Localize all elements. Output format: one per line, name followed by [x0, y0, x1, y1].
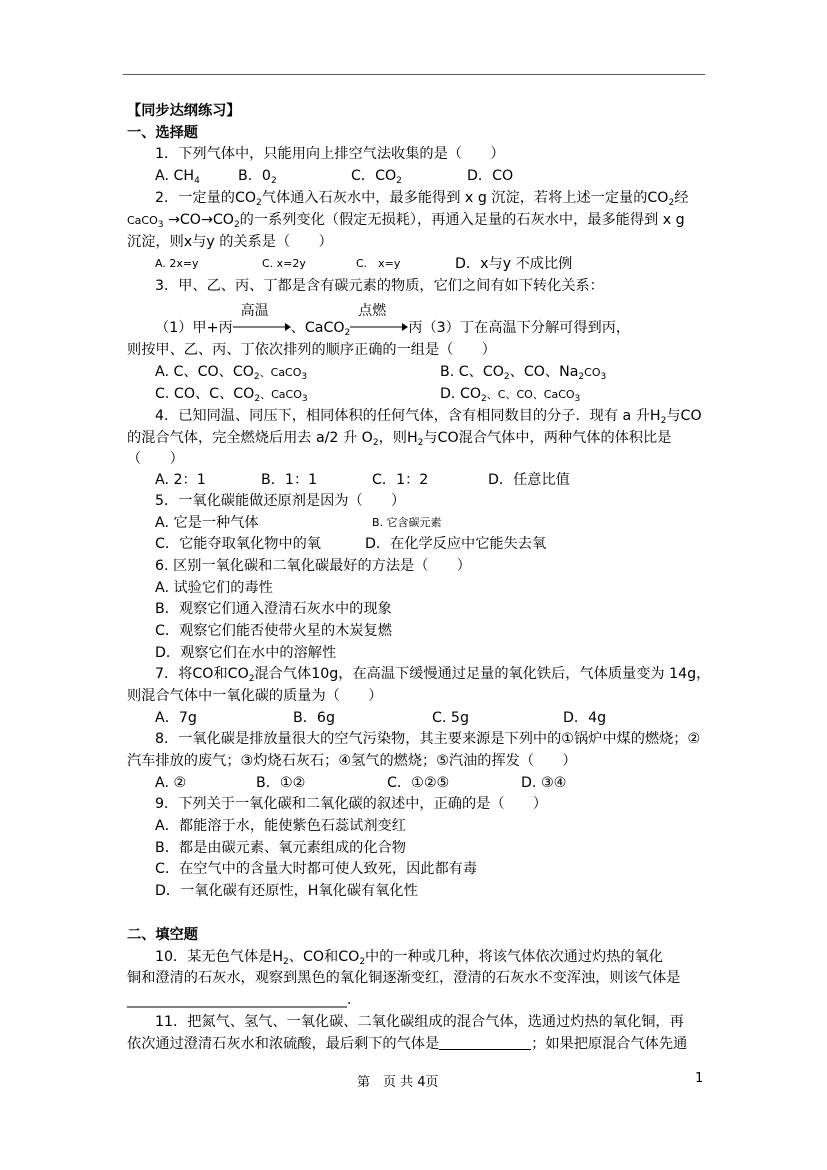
q4-line2: 的混合气体，完全燃烧后用去 a/2 升 $O_2$，则$H_2$与CO混合气体中，两种气体的体积比是	[127, 430, 672, 448]
q8-line2: 汽车排放的废气；③灼烧石灰石；④氢气的燃烧；⑤汽油的挥发（ ）	[127, 753, 577, 769]
q7-option-a: A．7g	[155, 710, 197, 726]
q4-option-d: D．任意比值	[488, 472, 570, 488]
q4-line3: （ ）	[127, 451, 184, 467]
q6-option-c: C．观察它们能否使带火星的木炭复燃	[155, 623, 392, 639]
q8-option-c: C．①②⑤	[387, 775, 450, 791]
q5-option-a: A. 它是一种气体	[155, 515, 259, 531]
q8-option-d: D. ③④	[521, 775, 567, 791]
q3-option-b: B. C、$CO_2$、CO、$Na_2CO_3$	[440, 364, 607, 382]
header-rule	[123, 74, 705, 75]
q1-option-a: A. $CH_4$	[155, 168, 200, 186]
q9-stem: 9．下列关于一氧化碳和二氧化碳的叙述中，正确的是（ ）	[155, 796, 548, 812]
q3-conditions: （1）甲+丙 高温 、CaCO$_2$ 点燃 丙（3）丁在高温下分解可得到丙，	[155, 303, 631, 338]
q7-option-b: B．6g	[293, 710, 335, 726]
q2-option-a: A. 2x=y	[155, 257, 199, 270]
q4-option-c: C．1：2	[372, 472, 429, 488]
q11-line1: 11．把氮气、氢气、一氧化碳、二氧化碳组成的混合气体，选通过灼热的氧化铜，再	[155, 1014, 684, 1030]
q7-line2: 则混合气体中一氧化碳的质量为（ ）	[127, 688, 383, 704]
exercise-heading: 【同步达纲练习】	[127, 103, 241, 119]
q4-option-b: B．1：1	[261, 472, 318, 488]
q10-line2: 铜和澄清的石灰水，观察到黑色的氧化铜逐渐变红，澄清的石灰水不变浑浊，则该气体是	[127, 970, 681, 986]
q1-stem: 1．下列气体中，只能用向上排空气法收集的是（ ）	[155, 146, 505, 162]
q9-option-d: D．一氧化碳有还原性，H氧化碳有氧化性	[155, 883, 418, 899]
q4-option-a: A. 2：1	[155, 472, 206, 488]
q7-line1: 7．将CO和$CO_2$混合气体10g，在高温下缓慢通过足量的氧化铁后，气体质量变为 14g，	[155, 666, 711, 684]
q3-line3: 则按甲、乙、丙、丁依次排列的顺序正确的一组是（ ）	[127, 342, 496, 358]
q2-line3: 沉淀，则x与y 的关系是（ ）	[127, 234, 333, 250]
q4-line1: 4．已知同温、同压下，相同体积的任何气体，含有相同数目的分子．现有 a 升$H_2$与CO	[155, 408, 702, 426]
q5-option-b: B. 它含碳元素	[372, 516, 442, 529]
q9-option-b: B．都是由碳元素、氧元素组成的化合物	[155, 840, 406, 856]
arrow-ignite: 点燃	[350, 318, 408, 338]
q9-option-c: C．在空气中的含量大时都可使人致死，因此都有毒	[155, 861, 478, 877]
page-footer: 第 页 共 4页	[357, 1075, 439, 1090]
q2-line1: 2．一定量的$CO_2$气体通入石灰水中，最多能得到 x g 沉淀，若将上述一定量的$CO_2$经	[155, 190, 689, 208]
q2-option-c: C. x=y	[356, 257, 401, 270]
q8-line1: 8．一氧化碳是排放量很大的空气污染物，其主要来源是下列中的①锅炉中煤的燃烧；②	[155, 731, 701, 747]
q10-answer-blank[interactable]: _______________________________.	[127, 992, 352, 1008]
q1-option-d: D．CO	[467, 168, 514, 184]
section-title-choice: 一、选择题	[127, 125, 198, 141]
q3-stem: 3．甲、乙、丙、丁都是含有碳元素的物质，它们之间有如下转化关系：	[155, 278, 604, 294]
q3-option-c: C. CO、C、$CO_2$、CaCO$_3$	[155, 386, 308, 404]
arrow-high-temp: 高温	[233, 318, 291, 338]
q5-option-c: C．它能夺取氧化物中的氧	[155, 536, 321, 552]
q6-stem: 6. 区别一氧化碳和二氧化碳最好的方法是（ ）	[155, 558, 471, 574]
page-number: 1	[695, 1071, 704, 1086]
q2-line2: CaCO$_3$ $\to CO\to CO_2$的一系列变化（假定无损耗），再通入足量的石灰水中，最多能得到 x g	[127, 212, 685, 230]
q2-option-d: D．x与y 不成比例	[455, 256, 573, 272]
section-title-fill: 二、填空题	[127, 927, 198, 943]
q1-option-b: B．$0_2$	[238, 168, 277, 186]
q5-option-d: D．在化学反应中它能失去氧	[365, 536, 547, 552]
q6-option-d: D．观察它们在水中的溶解性	[155, 645, 337, 661]
q7-option-c: C. 5g	[432, 710, 469, 726]
q6-option-a: A. 试验它们的毒性	[155, 580, 273, 596]
q1-option-c: C．$CO_2$	[351, 168, 402, 186]
q6-option-b: B．观察它们通入澄清石灰水中的现象	[155, 601, 392, 617]
q9-option-a: A．都能溶于水，能使紫色石蕊试剂变红	[155, 818, 406, 834]
q11-line2: 依次通过澄清石灰水和浓硫酸，最后剩下的气体是 ；如果把原混合气体先通	[127, 1036, 688, 1052]
q3-option-d: D. $CO_2$、C、CO、CaCO$_3$	[440, 386, 581, 404]
q3-option-a: A. C、CO、$CO_2$、CaCO$_3$	[155, 364, 308, 382]
q7-option-d: D．4g	[563, 710, 607, 726]
q11-answer-blank[interactable]	[439, 1034, 531, 1050]
q5-stem: 5．一氧化碳能做还原剂是因为（ ）	[155, 493, 406, 509]
q8-option-a: A. ②	[155, 775, 187, 791]
q8-option-b: B．①②	[256, 775, 306, 791]
q10-line1: 10．某无色气体是$H_2$、CO和$CO_2$中的一种或几种，将该气体依次通过灼热的氧化	[155, 949, 663, 967]
q2-option-b: C. x=2y	[262, 257, 306, 270]
